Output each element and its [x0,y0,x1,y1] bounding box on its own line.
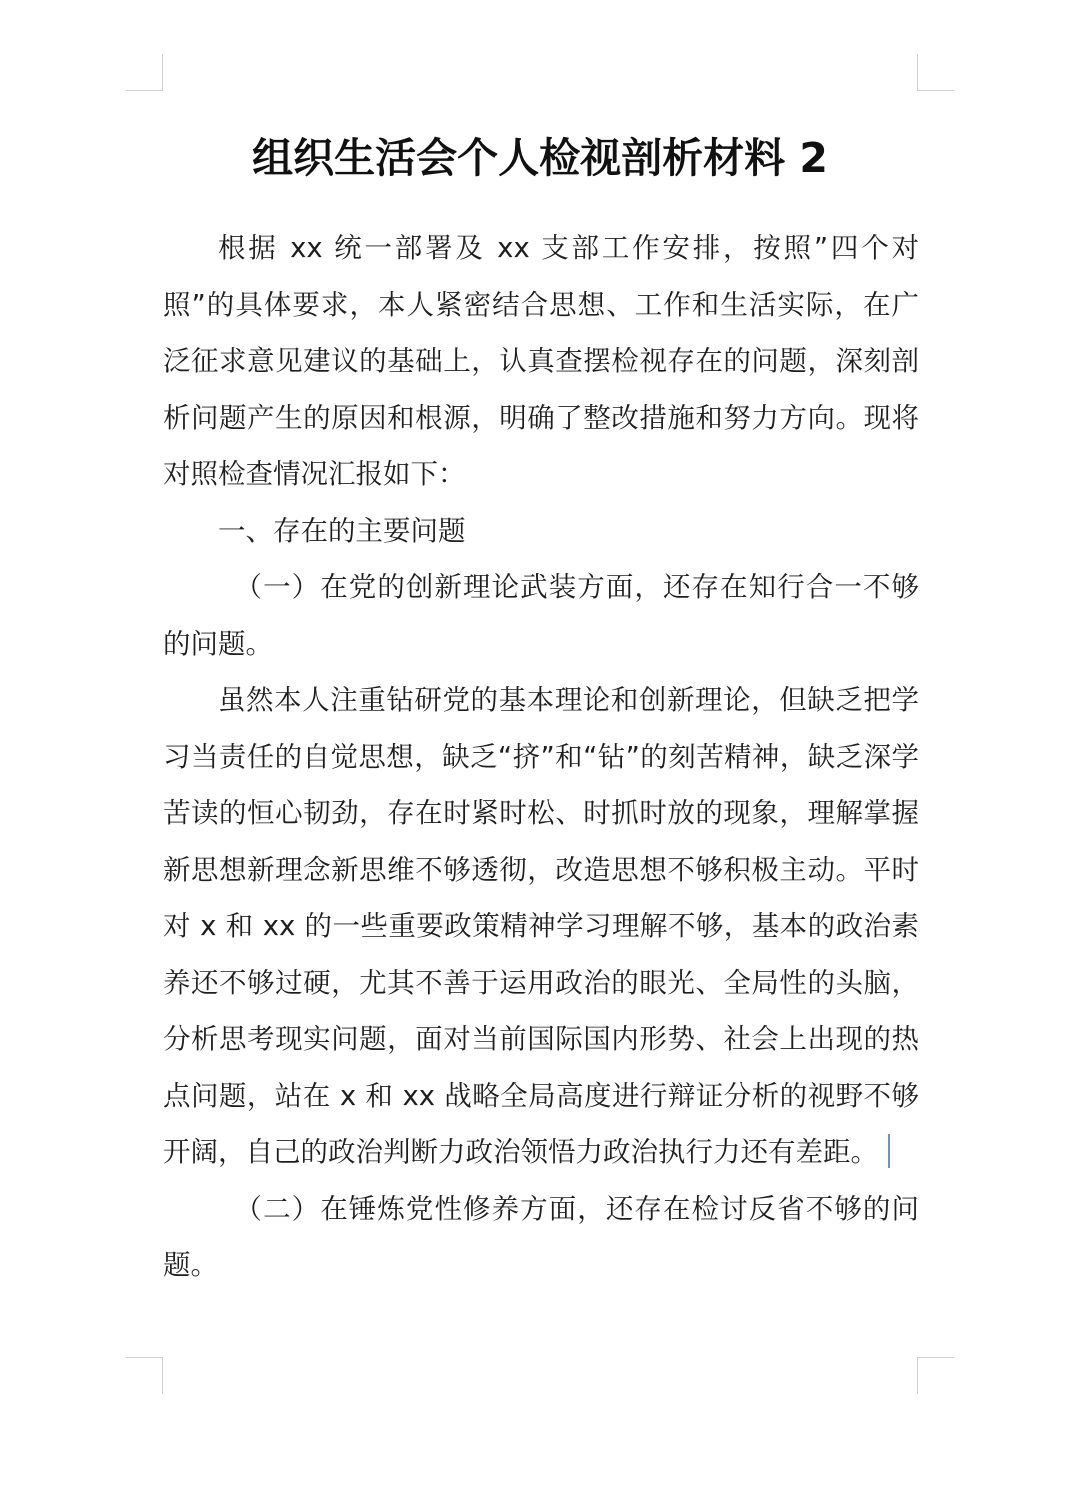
text-cursor [888,1134,890,1168]
crop-mark-top-right [917,54,954,91]
document-title: 组织生活会个人检视剖析材料 2 [252,134,828,182]
crop-mark-bottom-right [917,1357,954,1394]
section-heading: 一、存在的主要问题 [218,514,466,547]
document-body[interactable] [163,220,919,1294]
subsection-heading-1: （一）在党的创新理论武装方面，还存在知行合一不够的问题。 [163,571,919,660]
body-paragraph-text: 虽然本人注重钻研党的基本理论和创新理论，但缺乏把学习当责任的自觉思想，缺乏“挤”和“钻”的刻苦精神，缺乏深学苦读的恒心韧劲，存在时紧时松、时抓时放的现象，理解掌握新思想新理念新思维不够透彻，改造思想不够积极主动。平时对 x 和 xx 的一些重要政策精神学习理解不够，基本的政治素养还不够过硬，尤其不善于运用政治的眼光、全局性的头脑，分析思考现实问题，面对当前国际国内形势、社会上出现的热点问题，站在 x 和 xx 战略全局高度进行辩证分析的视野不够开阔，自己的政治判断力政治领悟力政治执行力还有差距。 [163,684,919,1168]
body-paragraph [163,672,919,1181]
crop-mark-bottom-left [126,1357,163,1394]
intro-paragraph: 根据 xx 统一部署及 xx 支部工作安排，按照”四个对照”的具体要求，本人紧密结合思想、工作和生活实际，在广泛征求意见建议的基础上，认真查摆检视存在的问题，深刻剖析问题产生的原因和根源，明确了整改措施和努力方向。现将对照检查情况汇报如下： [163,232,919,490]
crop-mark-top-left [126,54,163,91]
subsection-heading-2: （二）在锤炼党性修养方面，还存在检讨反省不够的问题。 [163,1192,919,1281]
